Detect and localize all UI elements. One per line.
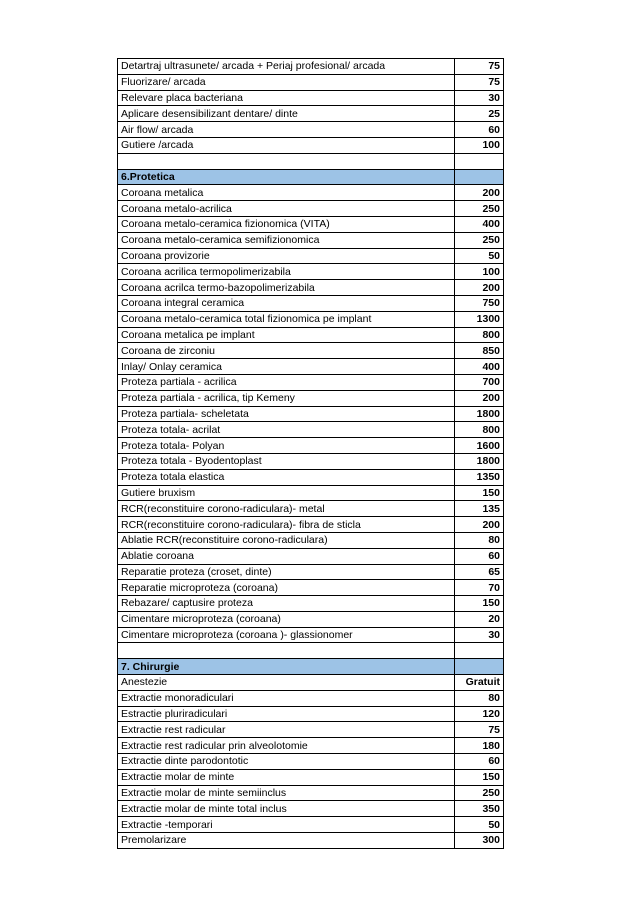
spacer-row bbox=[118, 153, 504, 169]
service-price: 1300 bbox=[455, 311, 504, 327]
service-name: Coroana acrilca termo-bazopolimerizabila bbox=[118, 280, 455, 296]
service-price: 200 bbox=[455, 280, 504, 296]
service-name: Gutiere /arcada bbox=[118, 137, 455, 153]
service-price: 65 bbox=[455, 564, 504, 580]
table-row bbox=[118, 769, 504, 785]
table-row bbox=[118, 453, 504, 469]
table-row bbox=[118, 754, 504, 770]
service-price: 70 bbox=[455, 580, 504, 596]
empty-cell bbox=[118, 643, 455, 659]
spacer-row bbox=[118, 643, 504, 659]
table-row bbox=[118, 833, 504, 849]
service-price: 75 bbox=[455, 722, 504, 738]
service-price: 200 bbox=[455, 185, 504, 201]
service-name: Proteza totala- acrilat bbox=[118, 422, 455, 438]
service-price: 60 bbox=[455, 548, 504, 564]
table-row bbox=[118, 232, 504, 248]
section-header-row bbox=[118, 659, 504, 675]
service-price: 150 bbox=[455, 596, 504, 612]
service-name: Estractie pluriradiculari bbox=[118, 706, 455, 722]
table-row bbox=[118, 122, 504, 138]
table-row bbox=[118, 264, 504, 280]
service-name: Coroana metalo-acrilica bbox=[118, 201, 455, 217]
service-name: Proteza partiala - acrilica bbox=[118, 374, 455, 390]
service-name: Proteza totala- Polyan bbox=[118, 438, 455, 454]
service-name: Coroana integral ceramica bbox=[118, 295, 455, 311]
service-price: 50 bbox=[455, 248, 504, 264]
table-row bbox=[118, 438, 504, 454]
service-price: 1600 bbox=[455, 438, 504, 454]
table-row bbox=[118, 90, 504, 106]
table-row bbox=[118, 359, 504, 375]
service-price: 1800 bbox=[455, 453, 504, 469]
section-header-row bbox=[118, 169, 504, 185]
service-name: Extractie dinte parodontotic bbox=[118, 754, 455, 770]
service-price: 1800 bbox=[455, 406, 504, 422]
service-price: 400 bbox=[455, 216, 504, 232]
table-row bbox=[118, 532, 504, 548]
service-price: 80 bbox=[455, 532, 504, 548]
empty-cell bbox=[455, 153, 504, 169]
service-price: 30 bbox=[455, 627, 504, 643]
table-row bbox=[118, 185, 504, 201]
service-price: 750 bbox=[455, 295, 504, 311]
service-price: 75 bbox=[455, 74, 504, 90]
table-row bbox=[118, 311, 504, 327]
service-price: 25 bbox=[455, 106, 504, 122]
table-row bbox=[118, 517, 504, 533]
service-name: Premolarizare bbox=[118, 833, 455, 849]
service-name: Anestezie bbox=[118, 675, 455, 691]
service-name: Extractie rest radicular bbox=[118, 722, 455, 738]
service-price: 800 bbox=[455, 327, 504, 343]
service-price: 250 bbox=[455, 232, 504, 248]
service-price: 250 bbox=[455, 785, 504, 801]
table-row bbox=[118, 485, 504, 501]
table-row bbox=[118, 216, 504, 232]
service-name: Coroana metalica pe implant bbox=[118, 327, 455, 343]
table-row bbox=[118, 817, 504, 833]
service-name: Ablatie RCR(reconstituire corono-radiculara) bbox=[118, 532, 455, 548]
empty-cell bbox=[455, 643, 504, 659]
service-name: Coroana metalo-ceramica total fizionomica pe implant bbox=[118, 311, 455, 327]
service-price: 60 bbox=[455, 122, 504, 138]
section-title: 6.Protetica bbox=[118, 169, 455, 185]
table-row bbox=[118, 295, 504, 311]
service-name: RCR(reconstituire corono-radiculara)- fibra de sticla bbox=[118, 517, 455, 533]
service-price: 800 bbox=[455, 422, 504, 438]
table-row bbox=[118, 675, 504, 691]
section-header-empty-cell bbox=[455, 659, 504, 675]
table-row bbox=[118, 327, 504, 343]
service-name: Gutiere bruxism bbox=[118, 485, 455, 501]
service-name: Rebazare/ captusire proteza bbox=[118, 596, 455, 612]
service-name: Relevare placa bacteriana bbox=[118, 90, 455, 106]
table-row bbox=[118, 137, 504, 153]
service-price: 50 bbox=[455, 817, 504, 833]
table-row bbox=[118, 611, 504, 627]
service-price: 350 bbox=[455, 801, 504, 817]
section-title: 7. Chirurgie bbox=[118, 659, 455, 675]
table-row bbox=[118, 343, 504, 359]
table-row bbox=[118, 501, 504, 517]
service-name: Reparatie microproteza (coroana) bbox=[118, 580, 455, 596]
table-row bbox=[118, 627, 504, 643]
service-name: Proteza totala elastica bbox=[118, 469, 455, 485]
service-name: Cimentare microproteza (coroana )- glassionomer bbox=[118, 627, 455, 643]
table-row bbox=[118, 722, 504, 738]
service-name: Proteza partiala- scheletata bbox=[118, 406, 455, 422]
table-row bbox=[118, 248, 504, 264]
service-name: Extractie rest radicular prin alveolotomie bbox=[118, 738, 455, 754]
service-price: 850 bbox=[455, 343, 504, 359]
service-price: 100 bbox=[455, 264, 504, 280]
table-row bbox=[118, 596, 504, 612]
service-price: 30 bbox=[455, 90, 504, 106]
table-row bbox=[118, 785, 504, 801]
service-price: 120 bbox=[455, 706, 504, 722]
service-price: Gratuit bbox=[455, 675, 504, 691]
service-name: Extractie molar de minte semiinclus bbox=[118, 785, 455, 801]
service-name: Proteza partiala - acrilica, tip Kemeny bbox=[118, 390, 455, 406]
service-price: 700 bbox=[455, 374, 504, 390]
table-row bbox=[118, 690, 504, 706]
service-name: Coroana metalo-ceramica fizionomica (VITA) bbox=[118, 216, 455, 232]
service-price: 135 bbox=[455, 501, 504, 517]
service-price: 60 bbox=[455, 754, 504, 770]
service-name: Reparatie proteza (croset, dinte) bbox=[118, 564, 455, 580]
service-price: 100 bbox=[455, 137, 504, 153]
service-price: 1350 bbox=[455, 469, 504, 485]
service-name: Coroana de zirconiu bbox=[118, 343, 455, 359]
section-header-empty-cell bbox=[455, 169, 504, 185]
table-row bbox=[118, 580, 504, 596]
service-price: 200 bbox=[455, 390, 504, 406]
service-name: RCR(reconstituire corono-radiculara)- metal bbox=[118, 501, 455, 517]
table-row bbox=[118, 406, 504, 422]
table-row bbox=[118, 801, 504, 817]
service-price: 20 bbox=[455, 611, 504, 627]
service-name: Detartraj ultrasunete/ arcada + Periaj profesional/ arcada bbox=[118, 59, 455, 75]
table-row bbox=[118, 548, 504, 564]
service-price: 150 bbox=[455, 485, 504, 501]
table-row bbox=[118, 706, 504, 722]
table-row bbox=[118, 106, 504, 122]
service-name: Air flow/ arcada bbox=[118, 122, 455, 138]
empty-cell bbox=[118, 153, 455, 169]
service-name: Coroana metalo-ceramica semifizionomica bbox=[118, 232, 455, 248]
service-price: 150 bbox=[455, 769, 504, 785]
service-price: 80 bbox=[455, 690, 504, 706]
service-price: 180 bbox=[455, 738, 504, 754]
price-list-body bbox=[118, 59, 504, 849]
table-row bbox=[118, 469, 504, 485]
service-name: Extractie monoradiculari bbox=[118, 690, 455, 706]
table-row bbox=[118, 422, 504, 438]
service-name: Extractie molar de minte total inclus bbox=[118, 801, 455, 817]
table-row bbox=[118, 738, 504, 754]
service-name: Inlay/ Onlay ceramica bbox=[118, 359, 455, 375]
table-row bbox=[118, 374, 504, 390]
table-row bbox=[118, 390, 504, 406]
service-name: Extractie -temporari bbox=[118, 817, 455, 833]
table-row bbox=[118, 564, 504, 580]
service-name: Coroana provizorie bbox=[118, 248, 455, 264]
service-price: 300 bbox=[455, 833, 504, 849]
service-price: 200 bbox=[455, 517, 504, 533]
service-name: Fluorizare/ arcada bbox=[118, 74, 455, 90]
service-price: 400 bbox=[455, 359, 504, 375]
service-name: Cimentare microproteza (coroana) bbox=[118, 611, 455, 627]
service-name: Extractie molar de minte bbox=[118, 769, 455, 785]
table-row bbox=[118, 280, 504, 296]
service-name: Ablatie coroana bbox=[118, 548, 455, 564]
table-row bbox=[118, 201, 504, 217]
service-price: 250 bbox=[455, 201, 504, 217]
service-name: Coroana acrilica termopolimerizabila bbox=[118, 264, 455, 280]
service-name: Coroana metalica bbox=[118, 185, 455, 201]
service-name: Proteza totala - Byodentoplast bbox=[118, 453, 455, 469]
table-row bbox=[118, 74, 504, 90]
table-row bbox=[118, 59, 504, 75]
price-list-table bbox=[117, 58, 504, 849]
service-name: Aplicare desensibilizant dentare/ dinte bbox=[118, 106, 455, 122]
service-price: 75 bbox=[455, 59, 504, 75]
